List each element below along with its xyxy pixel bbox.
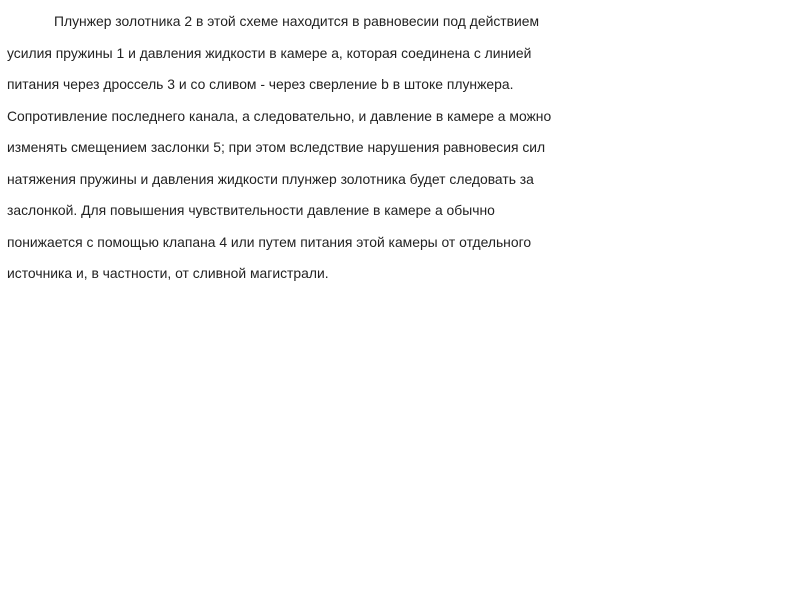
text-line-8: понижается с помощью клапана 4 или путем питания этой камеры от отдельного bbox=[7, 233, 532, 250]
text-line-6: натяжения пружины и давления жидкости плунжер золотника будет следовать за bbox=[7, 170, 534, 187]
text-line-9: источника и, в частности, от сливной магистрали. bbox=[7, 265, 329, 281]
text-line-3: питания через дроссель 3 и со сливом - через сверление b в штоке плунжера. bbox=[7, 76, 514, 92]
text-line-2: усилия пружины 1 и давления жидкости в камере а, которая соединена с линией bbox=[7, 44, 532, 61]
text-line-1: Плунжер золотника 2 в этой схеме находится в равновесии под действием bbox=[54, 13, 540, 29]
text-line-7: заслонкой. Для повышения чувствительности давление в камере а обычно bbox=[7, 202, 495, 218]
text-line-4: Сопротивление последнего канала, а следовательно, и давление в камере а можно bbox=[7, 107, 552, 124]
text-line-5: изменять смещением заслонки 5; при этом вследствие нарушения равновесия сил bbox=[7, 139, 546, 155]
body-paragraph bbox=[7, 6, 797, 290]
